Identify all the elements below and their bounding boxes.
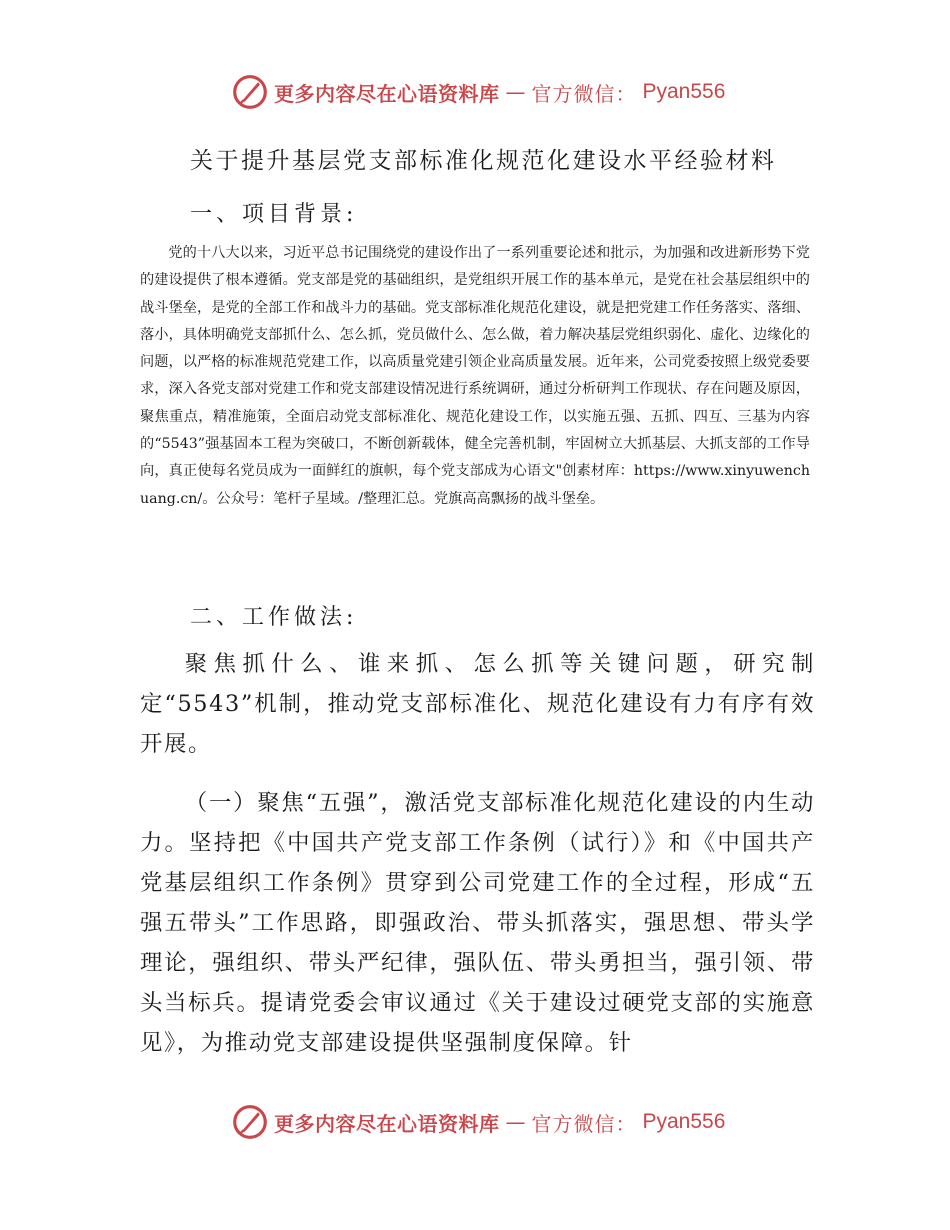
- watermark-banner-bottom: [232, 1102, 725, 1142]
- section2-item1: （一）聚焦“五强”，激活党支部标准化规范化建设的内生动力。坚持把《中国共产党支部工作条例（试行）》和《中国共产党基层组织工作条例》贯穿到公司党建工作的全过程，形成“五强五带头”工作思路，即强政治、带头抓落实，强思想、带头学理论，强组织、带头严纪律，强队伍、带头勇担当，强引领、带头当标兵。提请党委会审议通过《关于建设过硬党支部的实施意见》，为推动党支部建设提供坚强制度保障。针: [140, 790, 815, 1056]
- section2-intro: 聚焦抓什么、谁来抓、怎么抓等关键问题，研究制定“5543”机制，推动党支部标准化、规范化建设有力有序有效开展。: [140, 651, 815, 757]
- watermark-wechat-id: Pyan556: [642, 1110, 726, 1133]
- watermark-slogan: 更多内容尽在心语资料库: [274, 81, 500, 106]
- section1-body: 党的十八大以来，习近平总书记围绕党的建设作出了一系列重要论述和批示，为加强和改进新形势下党的建设提供了根本遵循。党支部是党的基础组织，是党组织开展工作的基本单元，是党在社会基层组织中的战斗堡垒，是党的全部工作和战斗力的基础。党支部标准化规范化建设，就是把党建工作任务落实、落细、落小，具体明确党支部抓什么、怎么抓，党员做什么、怎么做，着力解决基层党组织弱化、虚化、边缘化的问题，以严格的标准规范党建工作，以高质量党建引领企业高质量发展。近年来，公司党委按照上级党委要求，深入各党支部对党建工作和党支部建设情况进行系统调研，通过分析研判工作现状、存在问题及原因，聚焦重点，精准施策，全面启动党支部标准化、规范化建设工作，以实施五强、五抓、四互、三基为内容的“5543”强基固本工程为突破口，不断创新载体，健全完善机制，牢固树立大抓基层、大抓支部的工作导向，真正使每名党员成为一面鲜红的旗帜，每个党支部成为心语文"创素材库：https://www.xinyuwenchuang.cn/。公众号：笔杆子星域。/整理汇总。党旗高高飘扬的战斗堡垒。: [140, 245, 810, 507]
- watermark-official-label: 官方微信：: [531, 1111, 637, 1136]
- section1-heading: 一、项目背景:: [190, 202, 358, 227]
- quill-logo-icon: [232, 1104, 268, 1140]
- document-title: 关于提升基层党支部标准化规范化建设水平经验材料: [190, 148, 777, 174]
- watermark-separator: —: [505, 80, 526, 104]
- watermark-slogan: 更多内容尽在心语资料库: [274, 1111, 500, 1136]
- section2-heading: 二、工作做法:: [190, 605, 358, 630]
- watermark-official-label: 官方微信：: [531, 81, 637, 106]
- watermark-separator: —: [505, 1110, 526, 1134]
- watermark-wechat-id: Pyan556: [642, 80, 726, 103]
- watermark-banner-top: [232, 72, 725, 112]
- quill-logo-icon: [232, 74, 268, 110]
